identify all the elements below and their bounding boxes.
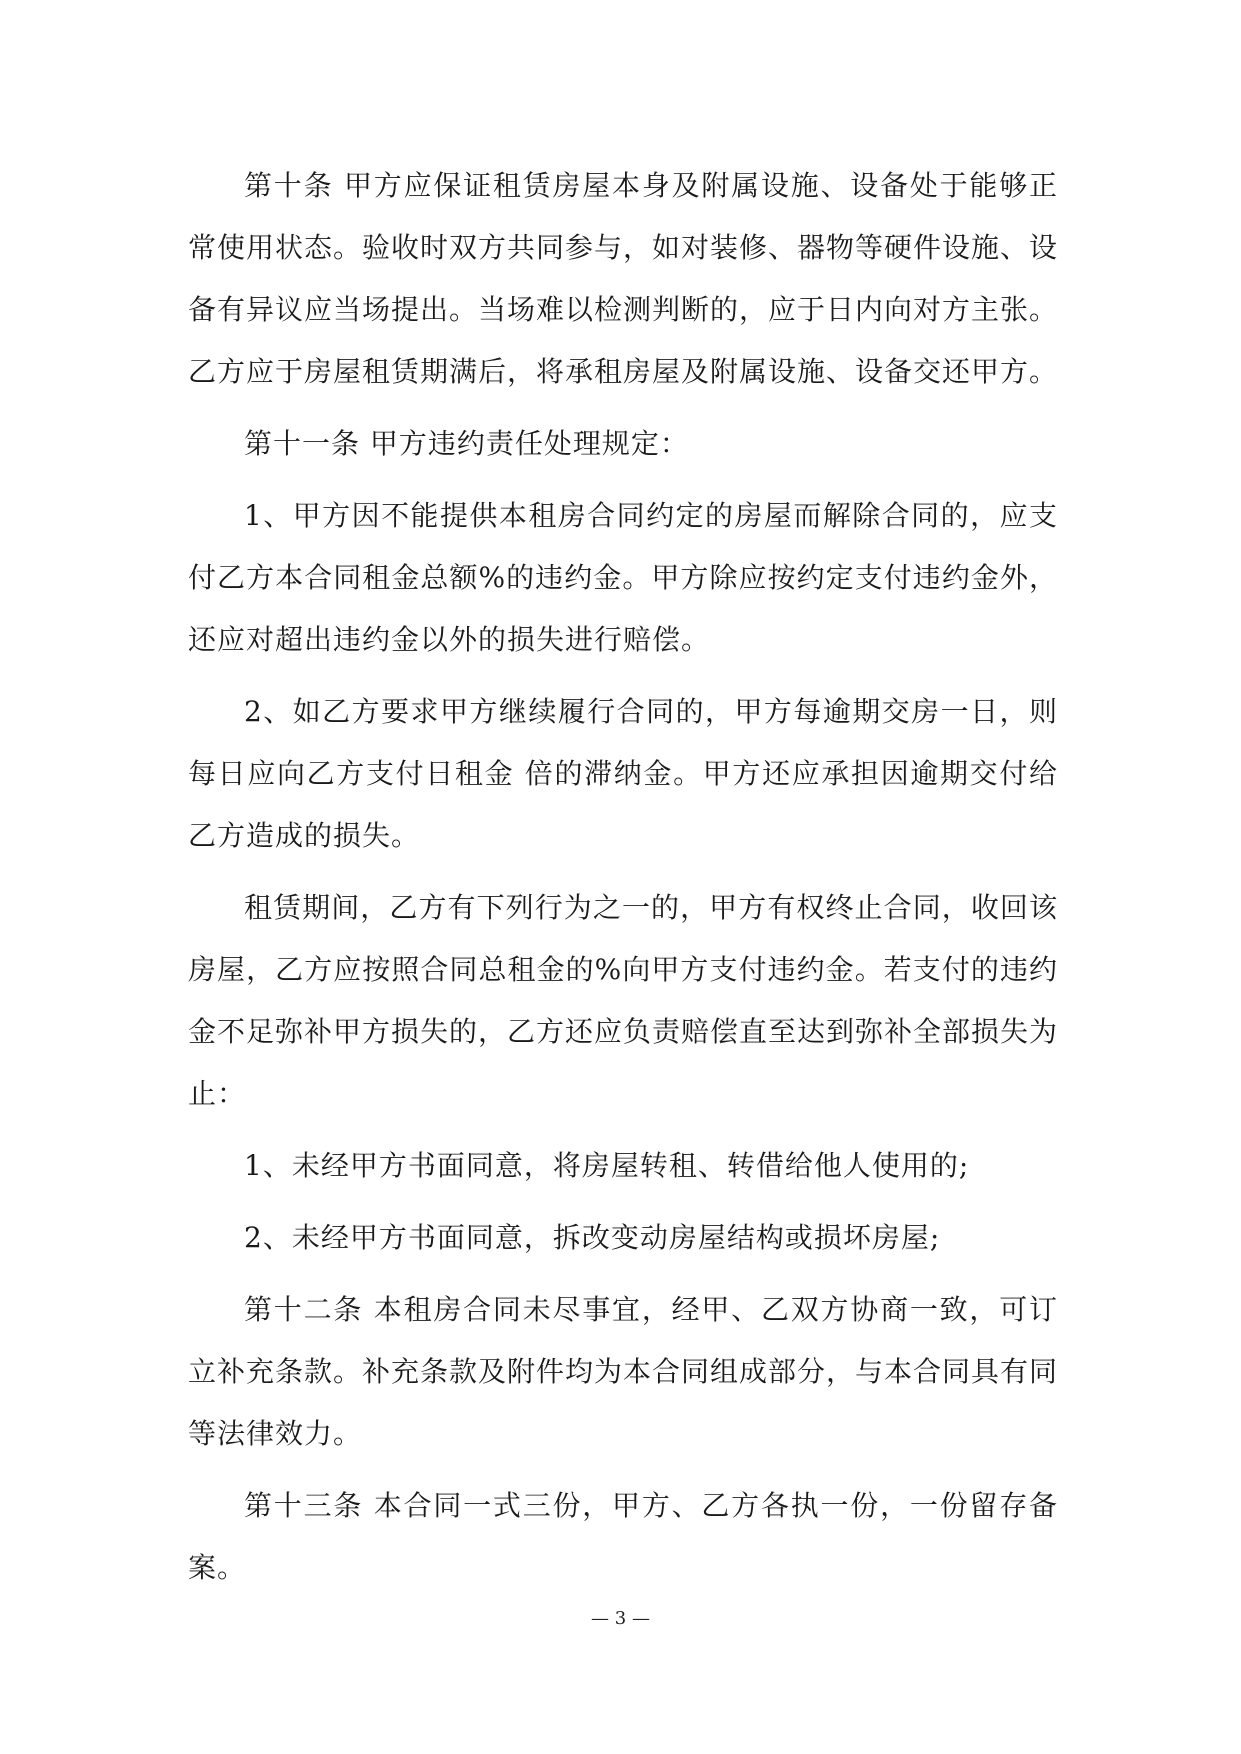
paragraph-article-11-item-1: 1、甲方因不能提供本租房合同约定的房屋而解除合同的，应支付乙方本合同租金总额%的违约金。甲方除应按约定支付违约金外，还应对超出违约金以外的损失进行赔偿。 (188, 499, 1058, 656)
paragraph-article-10: 第十条 甲方应保证租赁房屋本身及附属设施、设备处于能够正常使用状态。验收时双方共同参与，如对装修、器物等硬件设施、设备有异议应当场提出。当场难以检测判断的，应于日内向对方主张。乙方应于房屋租赁期满后，将承租房屋及附属设施、设备交还甲方。 (188, 169, 1059, 388)
paragraph-tenant-breach-item-2: 2、未经甲方书面同意，拆改变动房屋结构或损坏房屋; (244, 1221, 941, 1254)
paragraph-article-13: 第十三条 本合同一式三份，甲方、乙方各执一份，一份留存备案。 (188, 1489, 1058, 1584)
paragraph-article-11-item-2: 2、如乙方要求甲方继续履行合同的，甲方每逾期交房一日，则每日应向乙方支付日租金 倍的滞纳金。甲方还应承担因逾期交付给乙方造成的损失。 (188, 695, 1058, 852)
document-body (188, 155, 1058, 1599)
paragraph-tenant-breach-item-1: 1、未经甲方书面同意，将房屋转租、转借给他人使用的; (244, 1149, 970, 1182)
paragraph-article-12: 第十二条 本租房合同未尽事宜，经甲、乙双方协商一致，可订立补充条款。补充条款及附件均为本合同组成部分，与本合同具有同等法律效力。 (188, 1293, 1059, 1450)
paragraph-article-11-heading: 第十一条 甲方违约责任处理规定： (244, 427, 689, 460)
page-number: — 3 — (591, 1608, 650, 1629)
paragraph-tenant-breach: 租赁期间，乙方有下列行为之一的，甲方有权终止合同，收回该房屋，乙方应按照合同总租金的%向甲方支付违约金。若支付的违约金不足弥补甲方损失的，乙方还应负责赔偿直至达到弥补全部损失为止： (188, 891, 1059, 1110)
